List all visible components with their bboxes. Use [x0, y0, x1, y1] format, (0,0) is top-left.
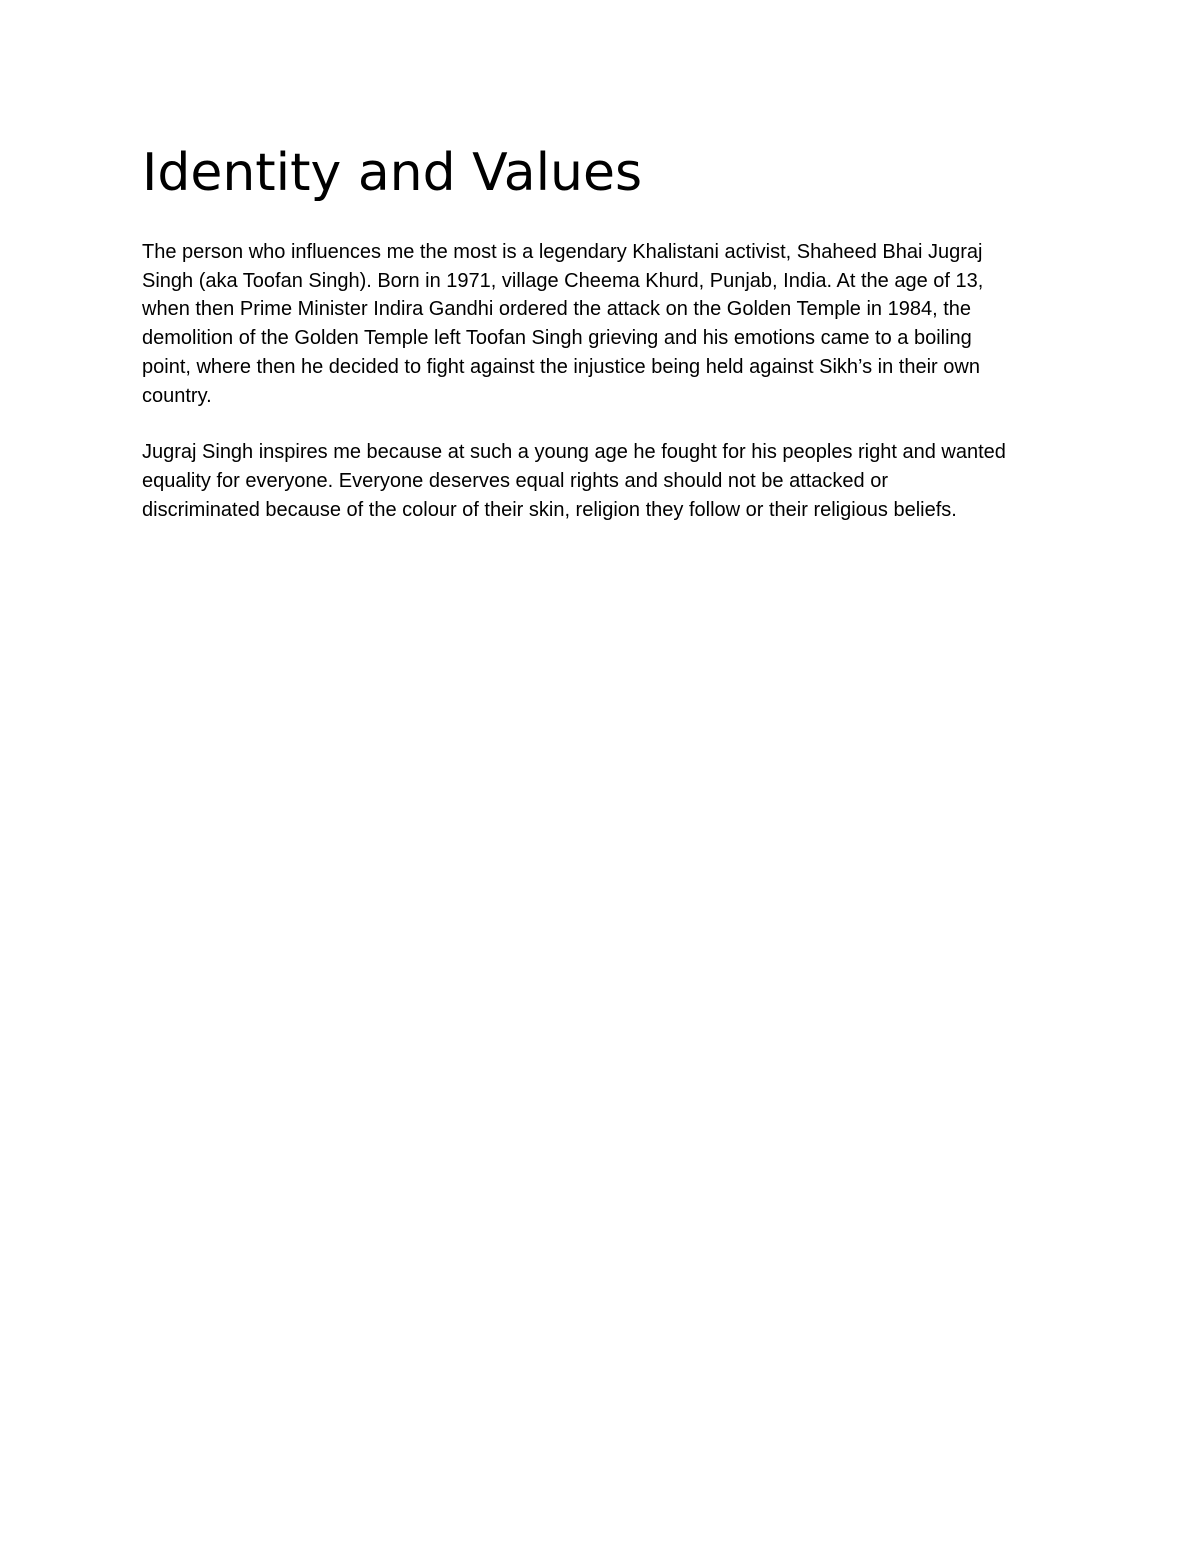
paragraph-line: Jugraj Singh inspires me because at such a young age he fought for his peoples right and wanted [142, 441, 1006, 464]
paragraph-inspiration [142, 438, 1072, 524]
paragraph-line: Singh (aka Toofan Singh). Born in 1971, village Cheema Khurd, Punjab, India. At the age of 13, [142, 269, 984, 292]
document-title: Identity and Values [142, 143, 643, 203]
paragraph-line: discriminated because of the colour of their skin, religion they follow or their religious beliefs. [142, 498, 957, 521]
paragraph-line: point, where then he decided to fight against the injustice being held against Sikh’s in their own [142, 355, 980, 378]
paragraph-line: equality for everyone. Everyone deserves equal rights and should not be attacked or [142, 469, 889, 492]
paragraph-line: demolition of the Golden Temple left Toofan Singh grieving and his emotions came to a boiling [142, 327, 972, 350]
document-body [142, 140, 1072, 552]
paragraph-line: country. [142, 384, 212, 407]
paragraph-influence [142, 238, 1072, 410]
paragraph-line: when then Prime Minister Indira Gandhi ordered the attack on the Golden Temple in 1984, the [142, 298, 972, 321]
paragraph-line: The person who influences me the most is a legendary Khalistani activist, Shaheed Bhai Jugraj [142, 241, 983, 263]
